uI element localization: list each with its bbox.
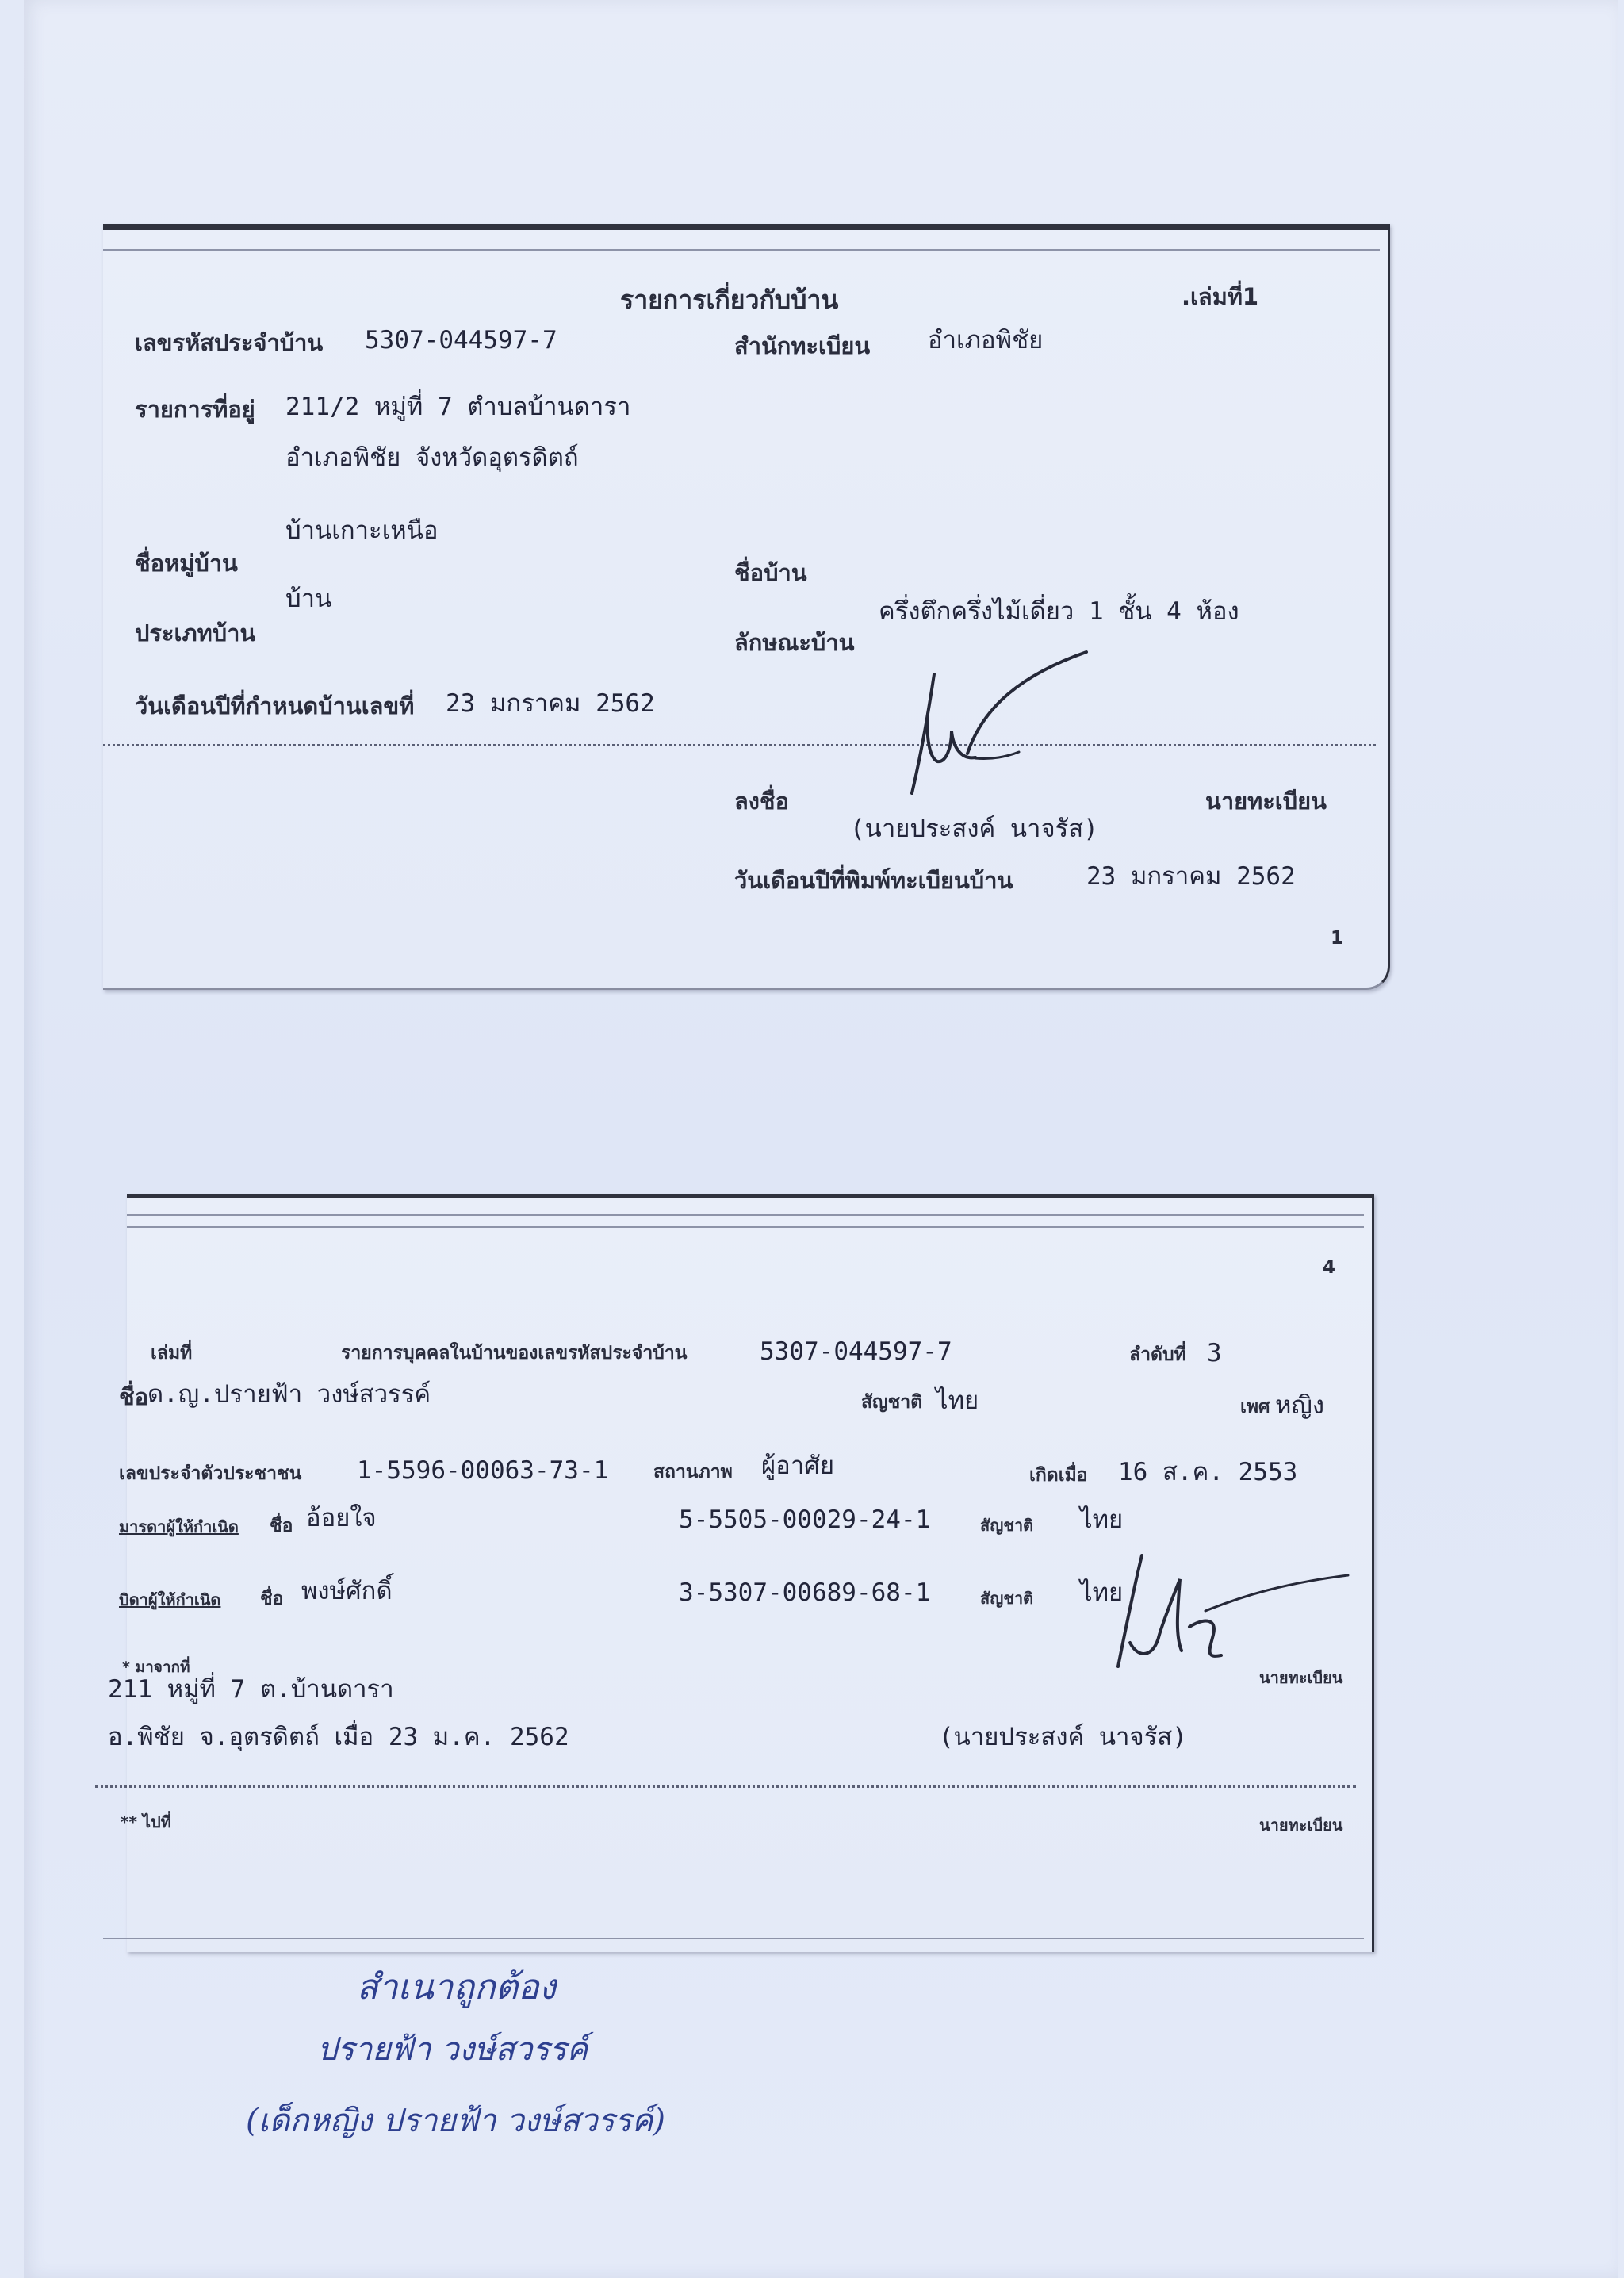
mother-name: อ้อยใจ <box>306 1504 377 1532</box>
registrar-name-2: (นายประสงค์ นาจรัส) <box>939 1723 1187 1751</box>
number-assigned-label: วันเดือนปีที่กำหนดบ้านเลขที่ <box>135 692 415 719</box>
order-value: 3 <box>1207 1339 1222 1367</box>
born-date: 16 ส.ค. 2553 <box>1118 1458 1298 1486</box>
moved-from-line-2: อ.พิชัย จ.อุตรดิตถ์ เมื่อ 23 ม.ค. 2562 <box>108 1723 569 1751</box>
village-name-value: บ้านเกาะเหนือ <box>285 516 439 545</box>
born-label: เกิดเมื่อ <box>1029 1465 1088 1486</box>
person-record-divider <box>95 1785 1356 1788</box>
mother-name-label: ชื่อ <box>270 1516 293 1536</box>
card-inner-border <box>127 1214 1364 1216</box>
house-record-card <box>103 224 1390 990</box>
father-label: บิดาผู้ให้กำเนิด <box>119 1590 221 1609</box>
card-bottom-line <box>103 1938 1364 1939</box>
house-record-title: รายการเกี่ยวกับบ้าน <box>620 285 839 315</box>
sex-value: หญิง <box>1275 1391 1324 1420</box>
printed-date-label: วันเดือนปีที่พิมพ์ทะเบียนบ้าน <box>734 867 1013 894</box>
registrar-title-1: นายทะเบียน <box>1205 788 1327 815</box>
sign-label: ลงชื่อ <box>734 788 790 815</box>
id-number: 1-5596-00063-73-1 <box>357 1456 609 1485</box>
father-name-label: ชื่อ <box>260 1589 284 1609</box>
person-record-title: รายการบุคคลในบ้านของเลขรหัสประจำบ้าน <box>341 1343 688 1363</box>
card-inner-border <box>103 249 1380 251</box>
person-record-page-number: 4 <box>1323 1257 1336 1278</box>
registry-office-value: อำเภอพิชัย <box>928 326 1044 355</box>
status-value: ผู้อาศัย <box>761 1452 835 1480</box>
mother-nationality-label: สัญชาติ <box>980 1516 1034 1535</box>
registrar-title-2: นายทะเบียน <box>1259 1668 1343 1687</box>
moved-from-label: * มาจากที่ <box>122 1659 190 1676</box>
registrar-title-3: นายทะเบียน <box>1259 1816 1343 1835</box>
house-code-value: 5307-044597-7 <box>365 326 557 355</box>
father-nationality: ไทย <box>1080 1578 1124 1607</box>
registrar-signature-1 <box>888 658 1126 809</box>
address-label: รายการที่อยู่ <box>135 396 255 423</box>
handwritten-full-name: (เด็กหญิง ปรายฟ้า วงษ์สวรรค์) <box>246 2103 666 2139</box>
house-character-label: ลักษณะบ้าน <box>734 629 855 656</box>
number-assigned-date: 23 มกราคม 2562 <box>446 689 655 718</box>
person-name: ด.ญ.ปรายฟ้า วงษ์สวรรค์ <box>147 1380 431 1409</box>
registrar-signature-2 <box>1086 1547 1372 1674</box>
name-label: ชื่อ <box>119 1383 149 1410</box>
house-record-divider <box>103 744 1376 746</box>
village-name-label: ชื่อหมู่บ้าน <box>135 550 238 577</box>
moved-to-label: ** ไปที่ <box>121 1812 171 1831</box>
address-line-2: อำเภอพิชัย จังหวัดอุตรดิตถ์ <box>285 443 579 472</box>
printed-date-value: 23 มกราคม 2562 <box>1086 862 1296 891</box>
person-volume-label: เล่มที่ <box>151 1343 193 1363</box>
order-label: ลำดับที่ <box>1129 1344 1186 1365</box>
nationality-label: สัญชาติ <box>861 1392 923 1413</box>
person-record-card <box>108 1194 1374 1952</box>
father-name: พงษ์ศักดิ์ <box>301 1577 393 1605</box>
registry-office-label: สำนักทะเบียน <box>734 332 871 359</box>
card-inner-border <box>127 1226 1364 1228</box>
moved-from-line-1: 211 หมู่ที่ 7 ต.บ้านดารา <box>108 1675 394 1704</box>
registrar-name-1: (นายประสงค์ นาจรัส) <box>850 815 1098 843</box>
house-type-label: ประเภทบ้าน <box>135 619 256 646</box>
father-id: 3-5307-00689-68-1 <box>679 1578 931 1607</box>
status-label: สถานภาพ <box>653 1462 733 1482</box>
mother-id: 5-5505-00029-24-1 <box>679 1505 931 1534</box>
mother-nationality: ไทย <box>1080 1505 1124 1534</box>
house-type-value: บ้าน <box>285 585 332 613</box>
mother-label: มารดาผู้ให้กำเนิด <box>119 1517 239 1536</box>
father-nationality-label: สัญชาติ <box>980 1589 1034 1608</box>
house-code-label: เลขรหัสประจำบ้าน <box>135 329 324 356</box>
nationality-value: ไทย <box>936 1386 979 1415</box>
id-label: เลขประจำตัวประชาชน <box>119 1463 302 1484</box>
handwritten-certified-copy: สำเนาถูกต้อง <box>357 1967 557 2008</box>
address-line-1: 211/2 หมู่ที่ 7 ตำบลบ้านดารา <box>285 393 631 421</box>
person-house-code: 5307-044597-7 <box>760 1337 952 1366</box>
house-name-label: ชื่อบ้าน <box>734 559 807 586</box>
house-record-volume: .เล่มที่1 <box>1182 283 1259 310</box>
handwritten-signature-name: ปรายฟ้า วงษ์สวรรค์ <box>317 2031 588 2068</box>
house-character-value: ครึ่งตึกครึ่งไม้เดี่ยว 1 ชั้น 4 ห้อง <box>879 597 1239 626</box>
sex-label: เพศ <box>1240 1397 1270 1417</box>
house-record-page-number: 1 <box>1331 928 1344 949</box>
